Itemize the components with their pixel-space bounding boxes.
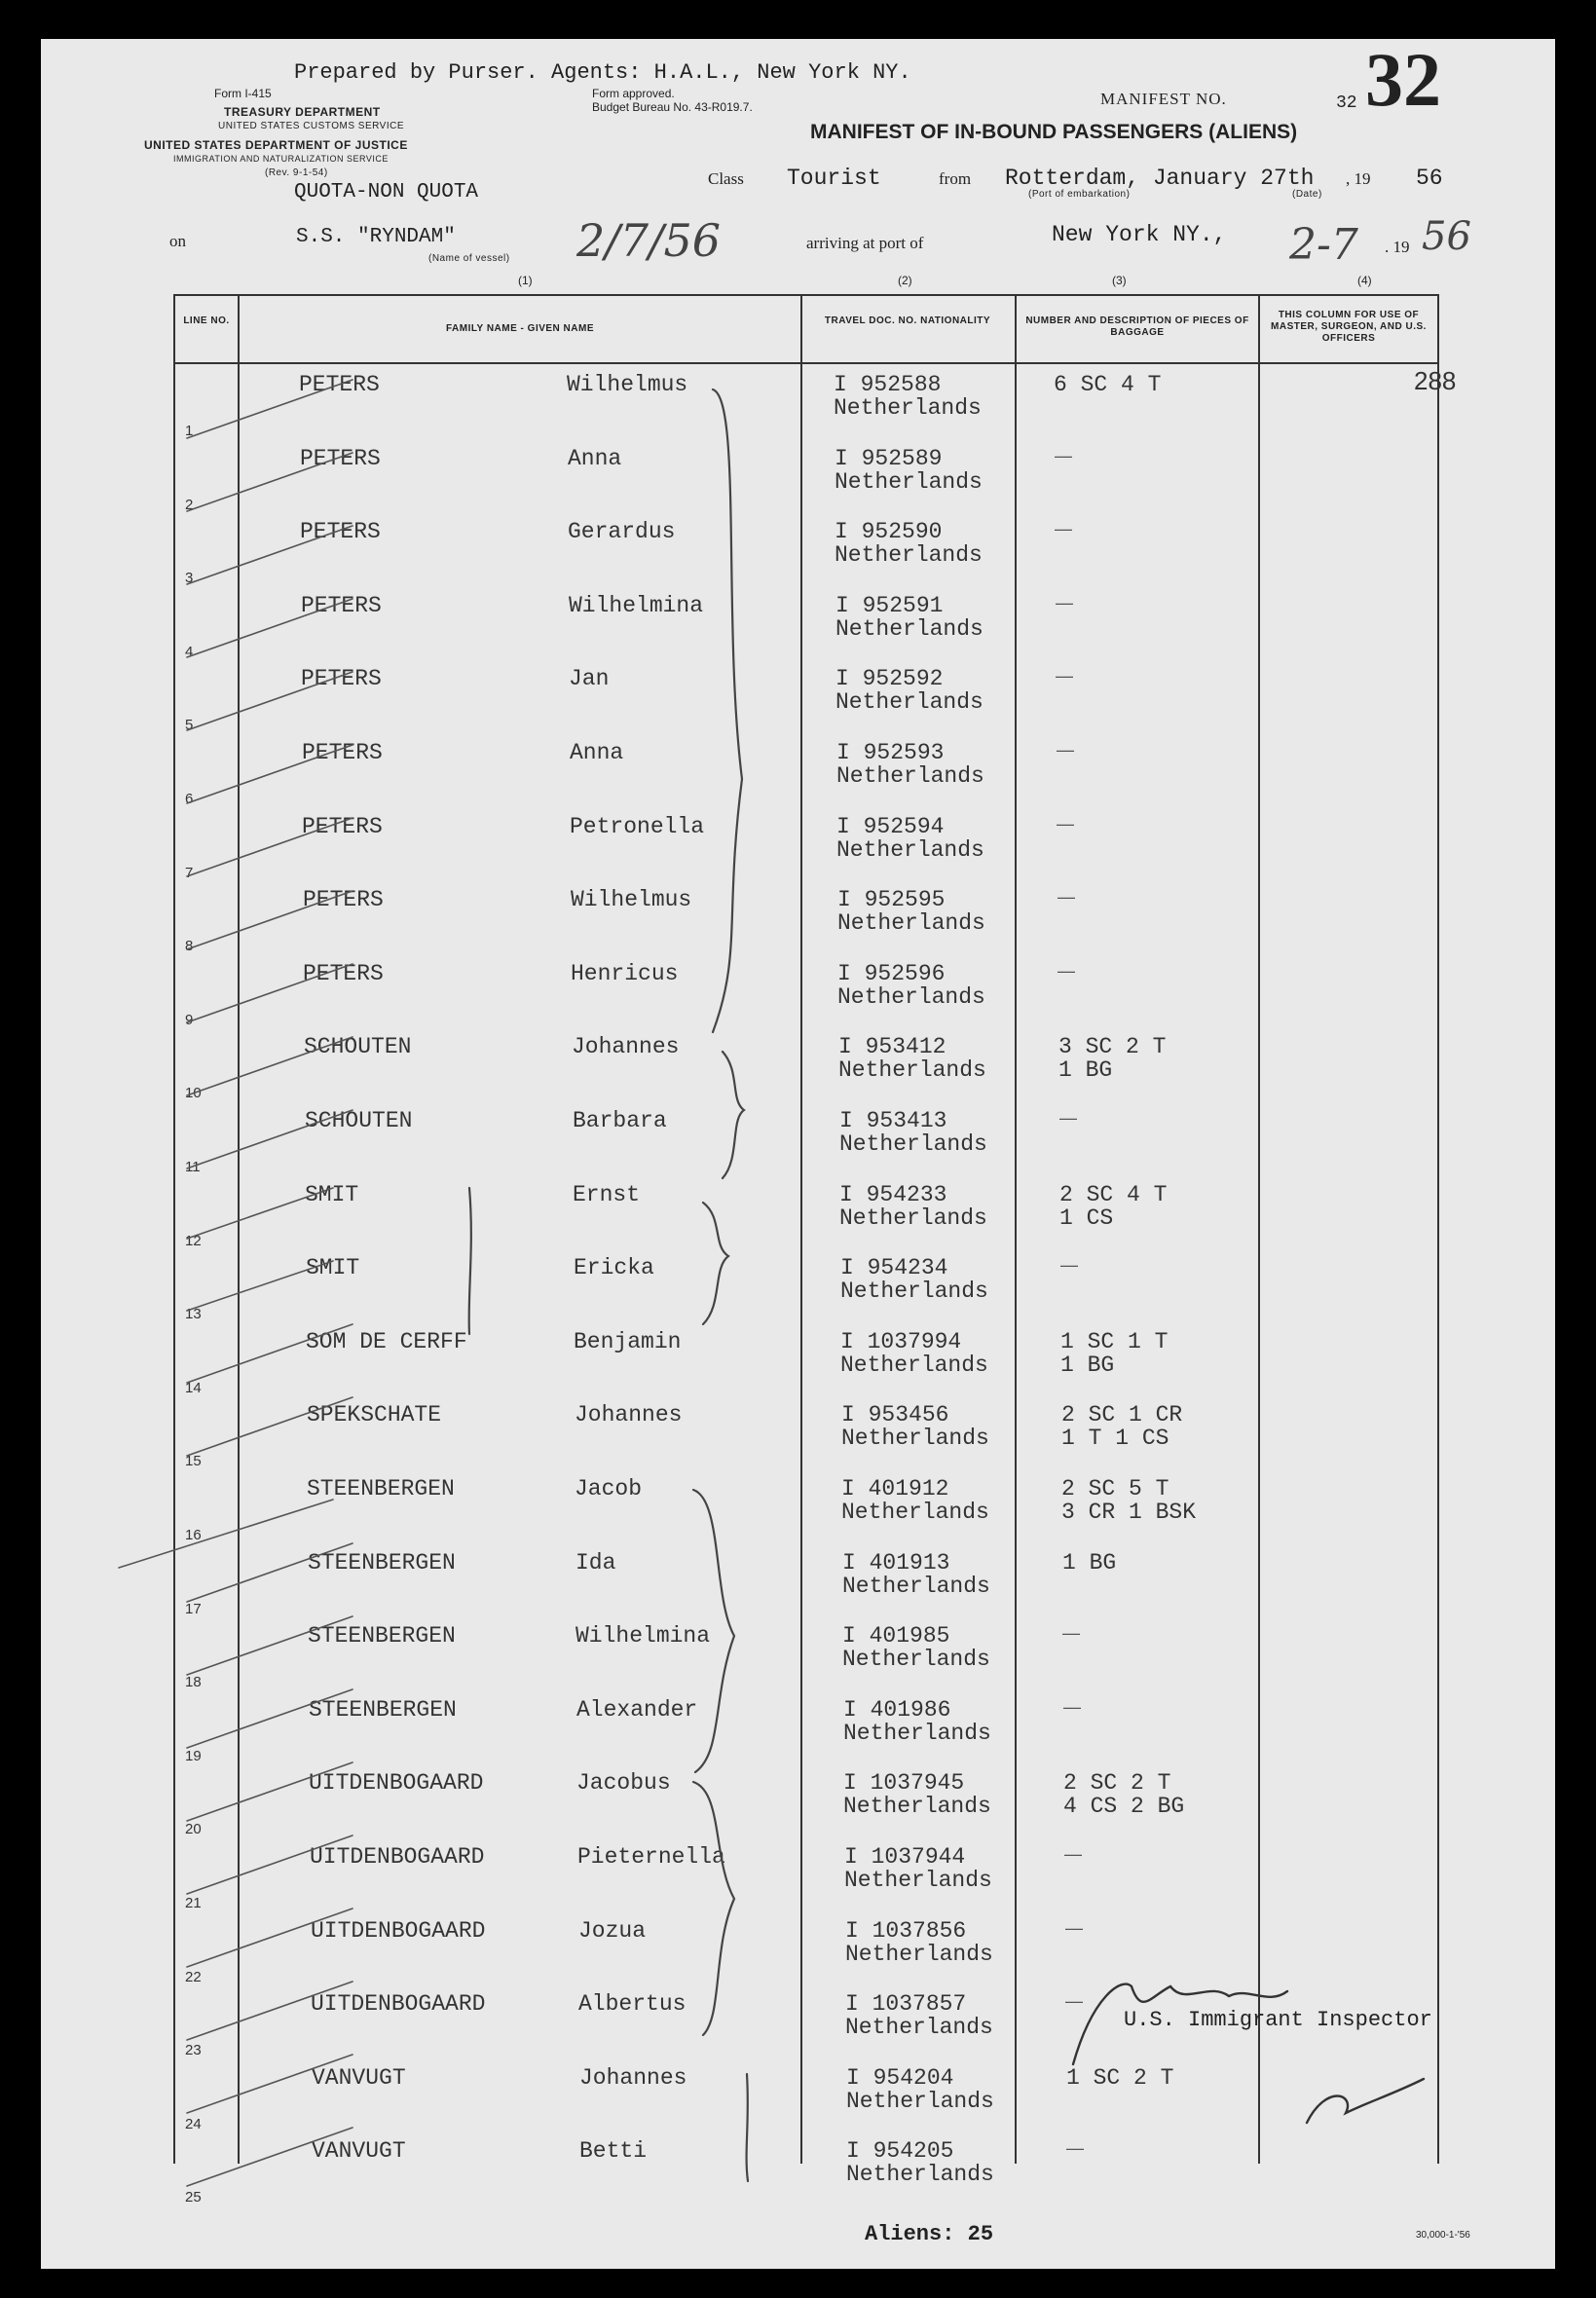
aliens-total: Aliens: 25 <box>865 2222 994 2246</box>
ditto-dash: — <box>1062 1623 1080 1643</box>
line-number: 1 <box>185 423 194 439</box>
given-name: Wilhelmus <box>571 887 692 912</box>
family-name: UITDENBOGAARD <box>309 1770 484 1796</box>
given-name: Anna <box>568 446 622 471</box>
arrival-year-prefix: . 19 <box>1385 238 1410 256</box>
baggage-line-2: 1 BG <box>1058 1057 1113 1083</box>
travel-doc-number: I 952593 <box>836 740 945 765</box>
baggage-line-1: 1 SC 1 T <box>1060 1329 1169 1354</box>
baggage-line-1: 3 SC 2 T <box>1058 1034 1167 1059</box>
travel-doc-number: I 401985 <box>842 1623 950 1649</box>
baggage-line-1: 6 SC 4 T <box>1054 372 1162 397</box>
line-number: 14 <box>185 1380 202 1396</box>
given-name: Pieternella <box>577 1844 725 1870</box>
family-name: STEENBERGEN <box>308 1550 456 1575</box>
travel-doc-number: I 1037857 <box>845 1991 967 2017</box>
given-name: Johannes <box>575 1402 683 1427</box>
given-name: Anna <box>570 740 624 765</box>
line-number: 16 <box>185 1527 202 1543</box>
line-number: 20 <box>185 1821 202 1837</box>
manifest-page <box>41 39 1555 2269</box>
line-number: 23 <box>185 2042 202 2058</box>
given-name: Jacobus <box>576 1770 671 1796</box>
nationality: Netherlands <box>843 1794 991 1819</box>
manifest-number-big: 32 <box>1365 39 1441 122</box>
line-number: 8 <box>185 938 194 954</box>
header-baggage: NUMBER AND DESCRIPTION OF PIECES OF BAGGAGE <box>1025 315 1249 338</box>
family-name: SMIT <box>305 1182 359 1207</box>
justice-dept: UNITED STATES DEPARTMENT OF JUSTICE <box>144 138 408 152</box>
travel-doc-number: I 952588 <box>834 372 942 397</box>
given-name: Wilhelmus <box>567 372 688 397</box>
ditto-dash: — <box>1065 1918 1083 1938</box>
family-name: PETERS <box>303 961 384 986</box>
family-name: STEENBERGEN <box>309 1697 457 1723</box>
baggage-line-2: 3 CR 1 BSK <box>1061 1500 1197 1525</box>
ditto-dash: — <box>1065 1991 1083 2011</box>
form-number: Form I-415 <box>214 87 272 100</box>
given-name: Henricus <box>571 961 679 986</box>
family-name: PETERS <box>302 740 383 765</box>
line-number: 6 <box>185 791 194 807</box>
travel-doc-number: I 952592 <box>835 666 944 691</box>
manifest-title: MANIFEST OF IN-BOUND PASSENGERS (ALIENS) <box>810 121 1298 143</box>
family-name: PETERS <box>300 519 381 544</box>
line-number: 4 <box>185 644 194 660</box>
port-embark-caption: (Port of embarkation) <box>1028 189 1131 200</box>
line-number: 17 <box>185 1601 202 1617</box>
travel-doc-number: I 952594 <box>836 814 945 839</box>
handwritten-date: 2/7/56 <box>576 214 722 267</box>
date-caption: (Date) <box>1292 189 1322 200</box>
travel-doc-number: I 953456 <box>841 1402 949 1427</box>
nationality: Netherlands <box>845 1942 993 1967</box>
from-value: Rotterdam, January 27th <box>1005 166 1315 191</box>
travel-doc-number: I 952595 <box>837 887 946 912</box>
nationality: Netherlands <box>840 1279 988 1304</box>
customs-service: UNITED STATES CUSTOMS SERVICE <box>218 121 405 131</box>
line-number: 22 <box>185 1969 202 1985</box>
nationality: Netherlands <box>841 1500 989 1525</box>
given-name: Ida <box>575 1550 616 1575</box>
class-label: Class <box>708 169 744 188</box>
arriving-label: arriving at port of <box>806 234 924 252</box>
nationality: Netherlands <box>840 1353 988 1378</box>
given-name: Jacob <box>575 1476 643 1501</box>
baggage-line-2: 1 CS <box>1059 1205 1114 1231</box>
family-name: PETERS <box>300 446 381 471</box>
given-name: Jan <box>569 666 610 691</box>
baggage-line-1: 1 SC 2 T <box>1066 2065 1174 2091</box>
line-number: 13 <box>185 1306 202 1322</box>
prepared-by: Prepared by Purser. Agents: H.A.L., New York NY. <box>294 60 911 85</box>
ditto-dash: — <box>1057 740 1074 760</box>
nationality: Netherlands <box>846 2089 994 2114</box>
given-name: Albertus <box>578 1991 687 2017</box>
family-name: SCHOUTEN <box>304 1034 412 1059</box>
nationality: Netherlands <box>835 616 984 642</box>
given-name: Barbara <box>573 1108 667 1133</box>
nationality: Netherlands <box>836 763 984 789</box>
given-name: Johannes <box>579 2065 687 2091</box>
line-number: 12 <box>185 1233 202 1249</box>
family-name: UITDENBOGAARD <box>311 1918 486 1944</box>
arrival-date-handwritten: 2-7 <box>1289 220 1358 270</box>
given-name: Petronella <box>570 814 705 839</box>
budget-bureau: Budget Bureau No. 43-R019.7. <box>592 100 753 114</box>
given-name: Jozua <box>578 1918 647 1944</box>
nationality: Netherlands <box>841 1426 989 1451</box>
on-label: on <box>169 232 186 250</box>
nationality: Netherlands <box>835 469 983 495</box>
travel-doc-number: I 954233 <box>839 1182 947 1207</box>
nationality: Netherlands <box>843 1721 991 1746</box>
travel-doc-number: I 954234 <box>840 1255 948 1280</box>
column-number-1: (1) <box>518 274 533 287</box>
given-name: Wilhelmina <box>569 593 704 618</box>
ditto-dash: — <box>1064 1844 1082 1864</box>
family-name: PETERS <box>301 593 382 618</box>
ditto-dash: — <box>1057 814 1074 834</box>
ditto-dash: — <box>1059 1108 1077 1128</box>
ditto-dash: — <box>1058 887 1075 907</box>
ins-service: IMMIGRATION AND NATURALIZATION SERVICE <box>173 154 389 164</box>
nationality: Netherlands <box>846 2162 994 2187</box>
column-number-3: (3) <box>1112 274 1127 287</box>
travel-doc-number: I 1037994 <box>840 1329 962 1354</box>
family-name: PETERS <box>299 372 380 397</box>
given-name: Johannes <box>572 1034 680 1059</box>
line-number: 11 <box>185 1159 201 1175</box>
header-officers: THIS COLUMN FOR USE OF MASTER, SURGEON, AND U.S. OFFICERS <box>1271 310 1427 344</box>
print-code: 30,000-1-'56 <box>1416 2230 1470 2241</box>
year-value: 56 <box>1416 166 1443 191</box>
line-number: 2 <box>185 497 194 513</box>
nationality: Netherlands <box>834 395 982 421</box>
nationality: Netherlands <box>839 1205 987 1231</box>
travel-doc-number: I 1037945 <box>843 1770 965 1796</box>
travel-doc-number: I 953413 <box>839 1108 947 1133</box>
from-label: from <box>939 169 972 188</box>
family-name: UITDENBOGAARD <box>311 1991 486 2017</box>
year-prefix: , 19 <box>1346 169 1371 188</box>
line-number: 15 <box>185 1453 202 1469</box>
given-name: Ericka <box>574 1255 654 1280</box>
line-number: 24 <box>185 2116 202 2132</box>
line-number: 18 <box>185 1674 202 1690</box>
nationality: Netherlands <box>839 1131 987 1157</box>
nationality: Netherlands <box>837 984 985 1010</box>
given-name: Benjamin <box>574 1329 682 1354</box>
arrival-year-handwritten: 56 <box>1422 214 1471 259</box>
nationality: Netherlands <box>837 910 985 936</box>
quota-label: QUOTA-NON QUOTA <box>294 181 479 204</box>
line-number: 5 <box>185 717 194 733</box>
travel-doc-number: I 401986 <box>843 1697 951 1723</box>
travel-doc-number: I 952590 <box>835 519 943 544</box>
line-number: 9 <box>185 1012 194 1028</box>
family-name: SOM DE CERFF <box>306 1329 467 1354</box>
family-name: PETERS <box>301 666 382 691</box>
line-number: 3 <box>185 570 194 586</box>
ditto-dash: — <box>1055 519 1072 538</box>
travel-doc-number: I 954204 <box>846 2065 954 2091</box>
family-name: VANVUGT <box>312 2138 406 2164</box>
header-travel-doc: TRAVEL DOC. NO. NATIONALITY <box>824 315 991 326</box>
header-line-no: LINE NO. <box>183 315 230 326</box>
nationality: Netherlands <box>838 1057 986 1083</box>
handwritten-marks <box>41 39 1555 2269</box>
ditto-dash: — <box>1058 961 1075 981</box>
manifest-label: MANIFEST NO. <box>1100 90 1227 108</box>
form-approved: Form approved. <box>592 87 675 100</box>
baggage-line-1: 2 SC 1 CR <box>1061 1402 1183 1427</box>
header-name: FAMILY NAME - GIVEN NAME <box>445 323 594 334</box>
baggage-line-1: 1 BG <box>1062 1550 1117 1575</box>
family-name: VANVUGT <box>312 2065 406 2091</box>
nationality: Netherlands <box>836 837 984 863</box>
travel-doc-number: I 954205 <box>846 2138 954 2164</box>
class-value: Tourist <box>787 166 881 191</box>
ditto-dash: — <box>1066 2138 1084 2158</box>
given-name: Gerardus <box>568 519 676 544</box>
nationality: Netherlands <box>842 1574 990 1599</box>
travel-doc-number: I 952596 <box>837 961 946 986</box>
revision: (Rev. 9-1-54) <box>265 167 328 178</box>
nationality: Netherlands <box>845 2015 993 2040</box>
given-name: Ernst <box>573 1182 641 1207</box>
baggage-line-2: 4 CS 2 BG <box>1063 1794 1185 1819</box>
baggage-line-2: 1 BG <box>1060 1353 1115 1378</box>
nationality: Netherlands <box>835 689 984 715</box>
ditto-dash: — <box>1056 593 1073 612</box>
vessel-name: S.S. "RYNDAM" <box>296 226 456 248</box>
travel-doc-number: I 1037856 <box>845 1918 967 1944</box>
officer-note: 288 <box>1414 366 1457 395</box>
baggage-line-1: 2 SC 2 T <box>1063 1770 1171 1796</box>
vessel-caption: (Name of vessel) <box>428 253 510 264</box>
arrival-port: New York NY., <box>1052 222 1227 247</box>
nationality: Netherlands <box>835 542 983 568</box>
treasury-dept: TREASURY DEPARTMENT <box>224 105 381 119</box>
column-number-4: (4) <box>1357 274 1372 287</box>
baggage-line-1: 2 SC 4 T <box>1059 1182 1168 1207</box>
travel-doc-number: I 401912 <box>841 1476 949 1501</box>
given-name: Betti <box>579 2138 648 2164</box>
given-name: Alexander <box>576 1697 698 1723</box>
line-number: 25 <box>185 2189 202 2205</box>
travel-doc-number: I 952589 <box>835 446 943 471</box>
manifest-number-small: 32 <box>1336 93 1357 113</box>
travel-doc-number: I 953412 <box>838 1034 946 1059</box>
travel-doc-number: I 1037944 <box>844 1844 966 1870</box>
family-name: SMIT <box>306 1255 360 1280</box>
ditto-dash: — <box>1056 666 1073 686</box>
family-name: PETERS <box>302 814 383 839</box>
baggage-line-1: 2 SC 5 T <box>1061 1476 1169 1501</box>
family-name: UITDENBOGAARD <box>310 1844 485 1870</box>
line-number: 7 <box>185 865 194 881</box>
line-number: 19 <box>185 1748 202 1764</box>
family-name: STEENBERGEN <box>307 1476 455 1501</box>
family-name: STEENBERGEN <box>308 1623 456 1649</box>
line-number: 21 <box>185 1895 202 1911</box>
family-name: PETERS <box>303 887 384 912</box>
ditto-dash: — <box>1055 446 1072 465</box>
inspector-title: U.S. Immigrant Inspector <box>1124 2008 1432 2032</box>
family-name: SPEKSCHATE <box>307 1402 442 1427</box>
column-number-2: (2) <box>898 274 912 287</box>
ditto-dash: — <box>1060 1255 1078 1275</box>
ditto-dash: — <box>1063 1697 1081 1717</box>
nationality: Netherlands <box>842 1647 990 1672</box>
nationality: Netherlands <box>844 1868 992 1893</box>
family-name: SCHOUTEN <box>305 1108 413 1133</box>
travel-doc-number: I 401913 <box>842 1550 950 1575</box>
baggage-line-2: 1 T 1 CS <box>1061 1426 1169 1451</box>
travel-doc-number: I 952591 <box>835 593 944 618</box>
line-number: 10 <box>185 1085 202 1101</box>
given-name: Wilhelmina <box>575 1623 711 1649</box>
